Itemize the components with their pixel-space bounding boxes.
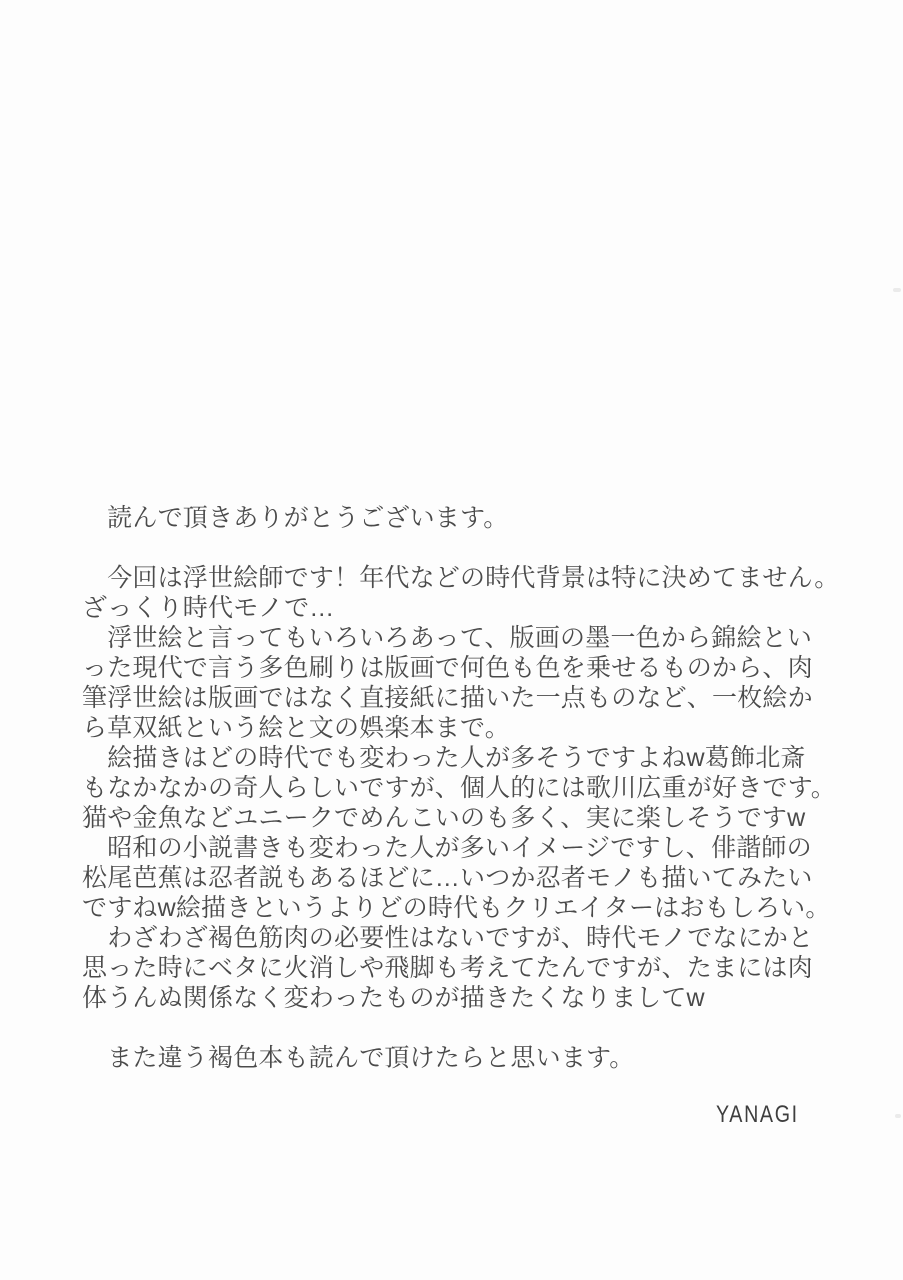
afterword-line: ざっくり時代モノで…: [82, 594, 335, 622]
afterword-line: 絵描きはどの時代でも変わった人が多そうですよねw葛飾北斎: [82, 744, 806, 772]
author-signature: YANAGI: [716, 1101, 799, 1128]
afterword-line: 猫や金魚などユニークでめんこいのも多く、実に楽しそうですw: [82, 804, 806, 832]
afterword-line: 松尾芭蕉は忍者説もあるほどに…いつか忍者モノも描いてみたい: [82, 864, 813, 892]
afterword-line: 体うんぬ関係なく変わったものが描きたくなりましてw: [82, 984, 705, 1012]
afterword-line: ら草双紙という絵と文の娯楽本まで。: [82, 714, 510, 742]
afterword-line: 筆浮世絵は版画ではなく直接紙に描いた一点ものなど、一枚絵か: [82, 684, 813, 712]
afterword-line: もなかなかの奇人らしいですが、個人的には歌川広重が好きです。: [82, 774, 837, 802]
afterword-text-block: [82, 503, 852, 1073]
afterword-line: また違う褐色本も読んで頂けたらと思います。: [82, 1044, 635, 1072]
afterword-line: わざわざ褐色筋肉の必要性はないですが、時代モノでなにかと: [82, 924, 814, 952]
scan-artifact: [893, 288, 901, 292]
afterword-line: 思った時にベタに火消しや飛脚も考えてたんですが、たまには肉: [82, 954, 813, 982]
afterword-blank-line: [82, 1013, 852, 1043]
afterword-line: 浮世絵と言ってもいろいろあって、版画の墨一色から錦絵とい: [82, 624, 813, 652]
afterword-line: 読んで頂きありがとうございます。: [82, 504, 509, 532]
afterword-line: ですねw絵描きというよりどの時代もクリエイターはおもしろい。: [82, 894, 831, 922]
afterword-line: 今回は浮世絵師です！年代などの時代背景は特に決めてません。: [82, 564, 840, 592]
afterword-line: った現代で言う多色刷りは版画で何色も色を乗せるものから、肉: [82, 654, 813, 682]
afterword-blank-line: [82, 533, 852, 563]
afterword-line: 昭和の小説書きも変わった人が多いイメージですし、俳諧師の: [82, 834, 812, 862]
scan-artifact: [895, 1114, 901, 1118]
